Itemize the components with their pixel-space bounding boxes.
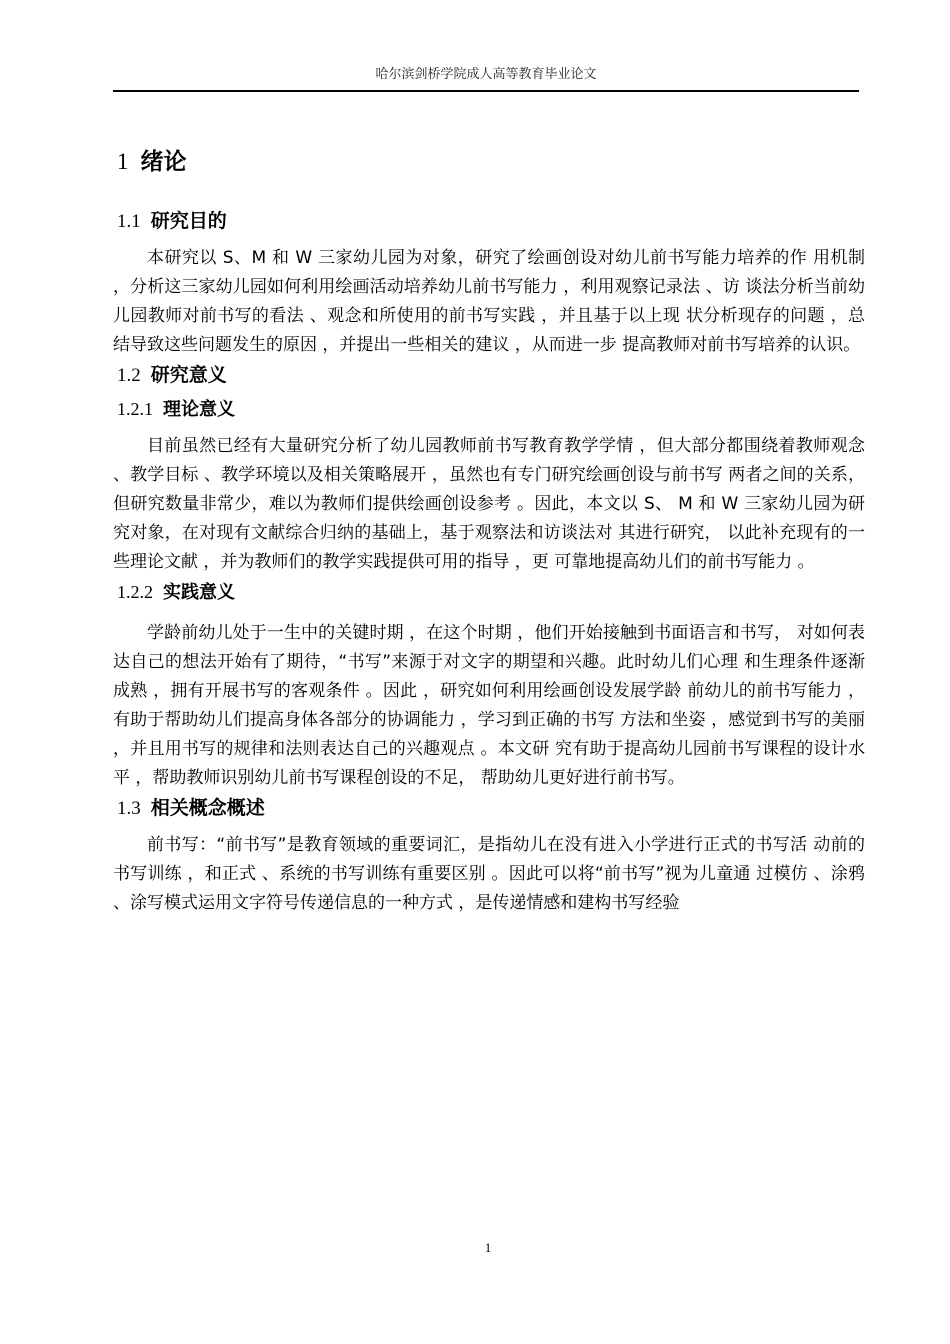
paragraph-practical-significance: 学龄前幼儿处于一生中的关键时期 ，在这个时期 ，他们开始接触到书面语言和书写， 对如何表达自己的想法开始有了期待，“书写”来源于对文字的期望和兴趣。此时幼儿们心理 和生理条件逐渐成熟 ，拥有开展书写的客观条件 。因此 ，研究如何利用绘画创设发展学龄 前幼儿的前书写能力 ，有助于帮助幼儿们提高身体各部分的协调能力 ，学习到正确的书写 方法和坐姿 ，感觉到书写的美丽 ，并且用书写的规律和法则表达自己的兴趣观点 。本文研 究有助于提高幼儿园前书写课程的设计水平 ，帮助教师识别幼儿前书写课程创设的不足， 帮助幼儿更好进行前书写。 — [113, 623, 865, 788]
section-number: 1.1 — [117, 211, 141, 232]
section-title: 研究目的 — [150, 210, 227, 232]
section-heading-1-2 — [113, 360, 865, 390]
paragraph-research-purpose: 本研究以 S、M 和 W 三家幼儿园为对象，研究了绘画创设对幼儿前书写能力培养的作 用机制 ，分析这三家幼儿园如何利用绘画活动培养幼儿前书写能力 ，利用观察记录法 、访 谈法分析当前幼儿园教师对前书写的看法 、观念和所使用的前书写实践 ，并且基于以上现 状分析现存的问题 ，总结导致这些问题发生的原因 ，并提出一些相关的建议 ，从而进一步 提高教师对前书写培养的认识。 — [113, 248, 865, 355]
section-number: 1.3 — [117, 798, 141, 819]
header-title: 哈尔滨剑桥学院成人高等教育毕业论文 — [375, 67, 597, 82]
page-number: 1 — [484, 1240, 492, 1255]
subsection-title: 实践意义 — [163, 582, 235, 603]
subsection-title: 理论意义 — [163, 399, 235, 420]
chapter-heading — [113, 142, 865, 186]
section-heading-1-3 — [113, 793, 865, 823]
chapter-number: 1 — [117, 149, 129, 174]
paragraph-related-concepts: 前书写：“前书写”是教育领域的重要词汇，是指幼儿在没有进入小学进行正式的书写活 动前的书写训练 ，和正式 、系统的书写训练有重要区别 。因此可以将“前书写”视为儿童通 过模仿 、涂鸦 、涂写模式运用文字符号传递信息的一种方式 ，是传递情感和建构书写经验 — [113, 835, 865, 913]
section-heading-1-1 — [113, 206, 865, 236]
subsection-number: 1.2.2 — [117, 582, 153, 602]
section-title: 研究意义 — [150, 364, 227, 386]
chapter-title: 绪论 — [140, 149, 187, 175]
page-header — [113, 62, 859, 92]
page-body — [113, 142, 865, 918]
paragraph-theoretical-significance: 目前虽然已经有大量研究分析了幼儿园教师前书写教育教学学情 ，但大部分都围绕着教师观念 、教学目标 、教学环境以及相关策略展开 ，虽然也有专门研究绘画创设与前书写 两者之间的关系，但研究数量非常少，难以为教师们提供绘画创设参考 。因此，本文以 S、 M 和 W 三家幼儿园为研究对象，在对现有文献综合归纳的基础上，基于观察法和访谈法对 其进行研究， 以此补充现有的一些理论文献 ，并为教师们的教学实践提供可用的指导 ，更 可靠地提高幼儿们的前书写能力 。 — [113, 436, 865, 572]
subsection-number: 1.2.1 — [117, 399, 153, 419]
section-title: 相关概念概述 — [150, 797, 265, 819]
section-number: 1.2 — [117, 365, 141, 386]
subsection-heading-1-2-2 — [113, 577, 865, 607]
subsection-heading-1-2-1 — [113, 394, 865, 424]
